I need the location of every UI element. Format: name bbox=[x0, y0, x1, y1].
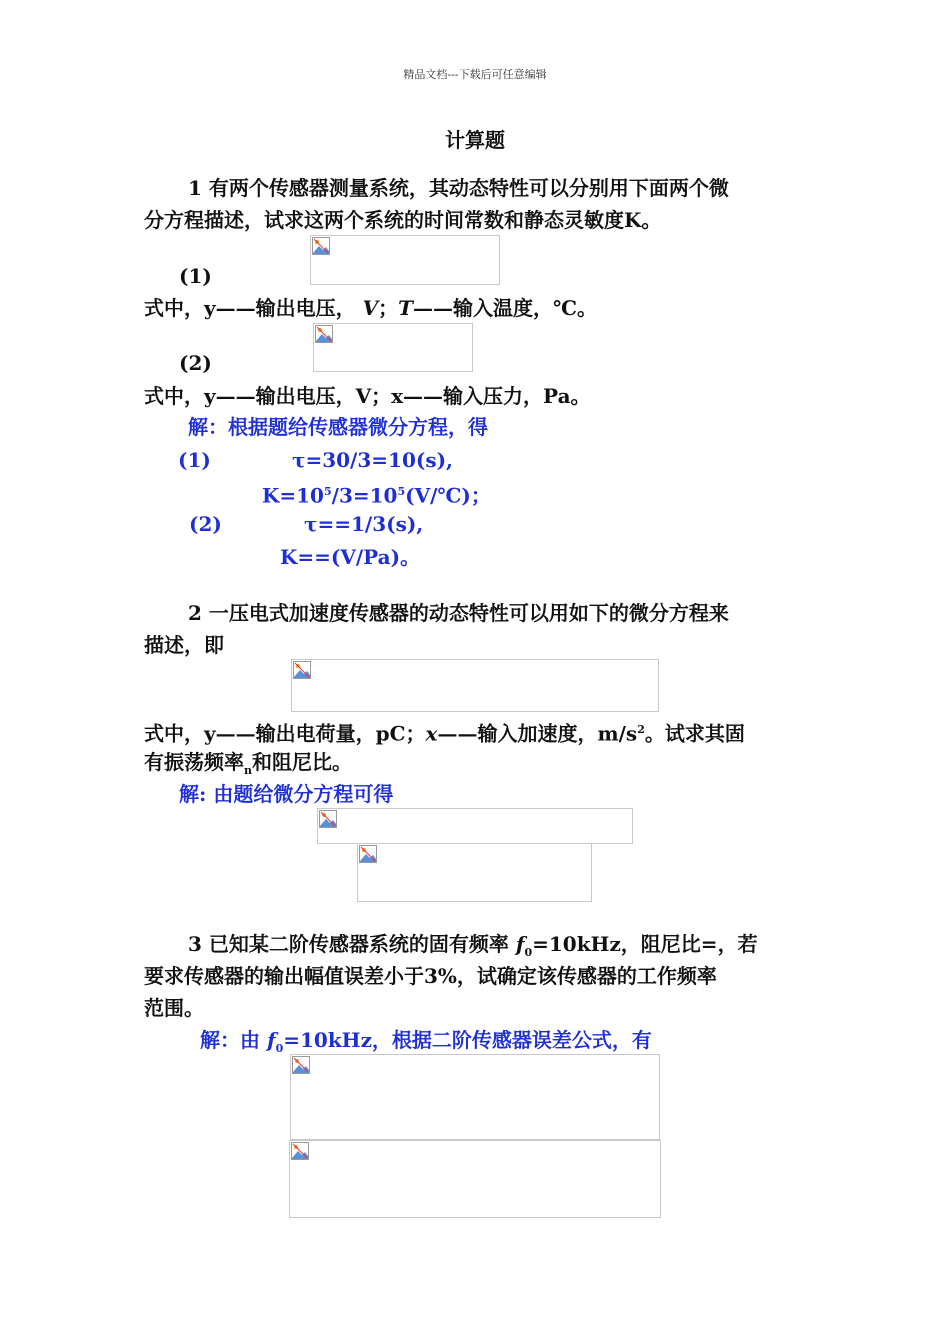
broken-image-icon bbox=[292, 1056, 310, 1074]
equation-image bbox=[289, 1140, 661, 1218]
q1-line2: 分方程描述，试求这两个系统的时间常数和静态灵敏度K。 bbox=[144, 208, 662, 232]
page-header: 精品文档---下载后可任意编辑 bbox=[403, 68, 547, 81]
equation-image bbox=[317, 808, 633, 844]
q3-line3: 范围。 bbox=[144, 996, 204, 1020]
broken-image-icon bbox=[312, 237, 330, 255]
broken-image-icon bbox=[319, 810, 337, 828]
q1-sol1-tau: τ=30/3=10(s), bbox=[292, 448, 454, 472]
q1-sol2-k: K==(V/Pa)。 bbox=[280, 545, 421, 569]
q1-eq1-label: (1) bbox=[179, 264, 212, 288]
q1-where1: 式中，y——输出电压， V；T——输入温度，℃。 bbox=[144, 296, 597, 320]
page-title: 计算题 bbox=[445, 128, 505, 152]
q1-sol2-tau: τ==1/3(s), bbox=[304, 512, 424, 536]
q1-sol1-label: (1) bbox=[178, 448, 211, 472]
q1-eq2-label: (2) bbox=[179, 351, 212, 375]
q1-line1: 1 有两个传感器测量系统，其动态特性可以分别用下面两个微 bbox=[188, 176, 729, 200]
q1-solution-head: 解：根据题给传感器微分方程，得 bbox=[188, 415, 488, 439]
broken-image-icon bbox=[293, 661, 311, 679]
equation-image bbox=[290, 1054, 660, 1140]
q2-line1: 2 一压电式加速度传感器的动态特性可以用如下的微分方程来 bbox=[188, 601, 729, 625]
q3-line1: 3 已知某二阶传感器系统的固有频率 $f_0=10kHz$，阻尼比=，若 bbox=[188, 932, 758, 959]
broken-image-icon bbox=[291, 1142, 309, 1160]
q3-line2: 要求传感器的输出幅值误差小于3%，试确定该传感器的工作频率 bbox=[144, 964, 717, 988]
q1-where2: 式中，y——输出电压，V；x——输入压力，Pa。 bbox=[144, 384, 591, 408]
q1-sol1-k: $K=10^5/3=10^5(V/℃)$； bbox=[262, 483, 491, 508]
q2-line4: 有振荡频率$_n$和阻尼比。 bbox=[144, 750, 352, 777]
q2-line2: 描述，即 bbox=[144, 633, 224, 657]
q3-solution-head: 解：由 $f_0=10kHz$，根据二阶传感器误差公式，有 bbox=[200, 1028, 652, 1055]
equation-image bbox=[313, 323, 473, 372]
broken-image-icon bbox=[315, 325, 333, 343]
q1-sol2-label: (2) bbox=[189, 512, 222, 536]
equation-image bbox=[357, 843, 592, 902]
equation-image bbox=[291, 659, 659, 712]
q2-where: 式中，y——输出电荷量，pC；x——输入加速度，$m/s^2$。试求其固 bbox=[144, 721, 745, 746]
equation-image bbox=[310, 235, 500, 285]
broken-image-icon bbox=[359, 845, 377, 863]
q2-solution-head: 解: 由题给微分方程可得 bbox=[179, 782, 394, 806]
